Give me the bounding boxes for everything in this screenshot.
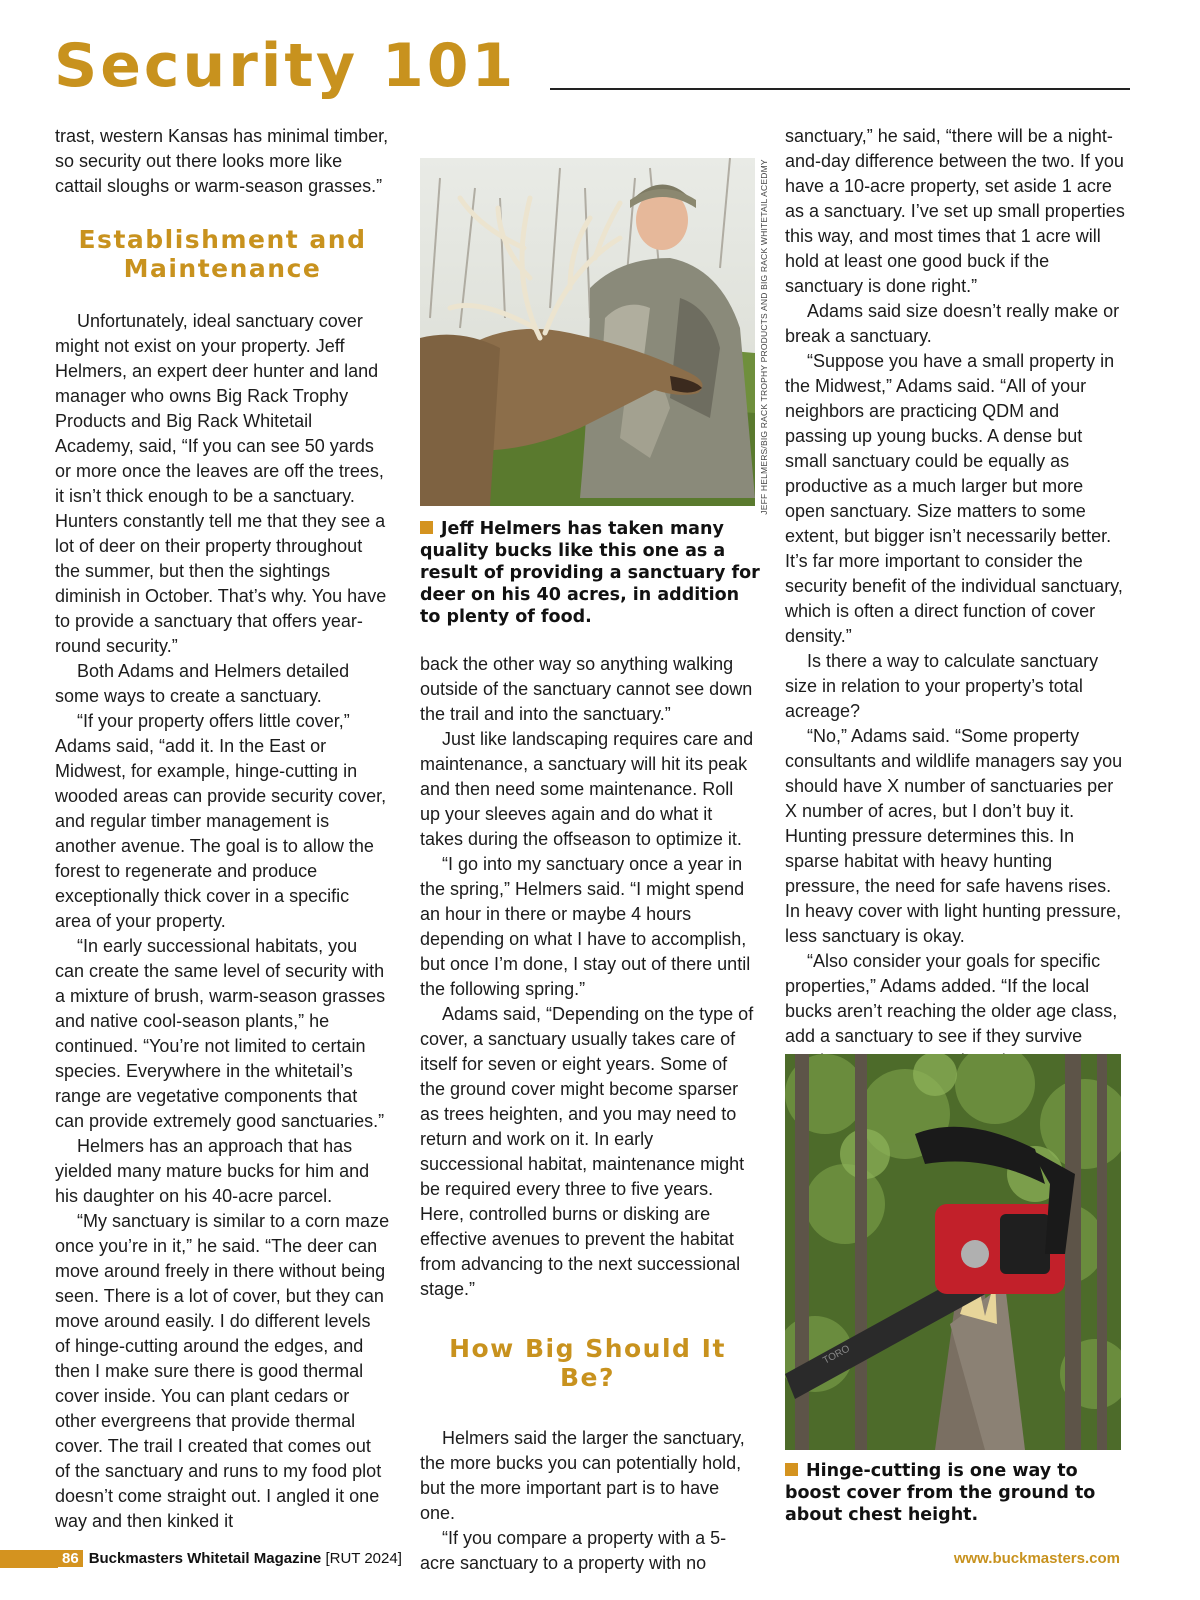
paragraph: Adams said, “Depending on the type of cover, a sanctuary usually takes care of itself for seven or eight years. Some of the ground cover might become sparser as trees heighten, and you may need to return and work on it. In early successional habitat, maintenance might be required every three to five years. Here, controlled burns or disking are effective avenues to prevent the habitat from advancing to the next successional stage.” — [420, 1004, 754, 1299]
photo-credit-text: JEFF HELMERS/BIG RACK TROPHY PRODUCTS AND BIG RACK WHITETAIL ACEDMY — [759, 159, 769, 515]
footer-accent-bar — [0, 1550, 58, 1568]
paragraph: Adams said size doesn’t really make or break a sanctuary. — [785, 301, 1120, 346]
paragraph: sanctuary,” he said, “there will be a night-and-day difference between the two. If you have a 10-acre property, set aside 1 acre as a sanctuary. I’ve set up small properties this way, and most times that 1 acre will hold at least one good buck if the sanctuary is done right.” — [785, 126, 1125, 296]
magazine-name: Buckmasters Whitetail Magazine — [88, 1550, 322, 1567]
photo-caption-hunter — [420, 518, 760, 628]
footer-publication — [58, 1549, 402, 1569]
photo-credit — [758, 159, 770, 515]
footer-url-link[interactable]: www.buckmasters.com — [953, 1550, 1120, 1567]
section-heading-establishment: Establishment and Maintenance — [78, 225, 367, 283]
chainsaw-photo — [785, 1054, 1121, 1450]
paragraph: Just like landscaping requires care and maintenance, a sanctuary will hit its peak and then need some maintenance. Roll up your sleeves again and do what it takes during the offseason to optimize it. — [420, 729, 754, 849]
chainsaw-brand-label: TORO — [821, 1343, 852, 1367]
paragraph: “If your property offers little cover,” Adams said, “add it. In the East or Midwest, for example, hinge-cutting in wooded areas can provide security cover, and regular timber management is another avenue. The goal is to allow the forest to regenerate and produce exceptionally thick cover in a specific area of your property. — [55, 711, 387, 931]
caption-text: Jeff Helmers has taken many quality bucks like this one as a result of providing a sanctuary for deer on his 40 acres, in addition to plenty of food. — [420, 519, 760, 627]
page-number: 86 — [58, 1550, 83, 1567]
paragraph: Unfortunately, ideal sanctuary cover might not exist on your property. Jeff Helmers, an expert deer hunter and land manager who owns Big Rack Trophy Products and Big Rack Whitetail Academy, said, “If you can see 50 yards or more once the leaves are off the trees, it isn’t thick enough to be a sanctuary. Hunters constantly tell me that they see a lot of deer on their property throughout the summer, but then the sightings diminish in October. That’s why. You have to provide a sanctuary that offers year-round security.” — [55, 311, 387, 656]
paragraph: trast, western Kansas has minimal timber, so security out there looks more like cattail sloughs or warm-season grasses.” — [55, 126, 389, 196]
paragraph: back the other way so anything walking outside of the sanctuary cannot see down the trail and into the sanctuary.” — [420, 654, 753, 724]
hunter-buck-photo — [420, 158, 755, 506]
paragraph: Helmers said the larger the sanctuary, the more bucks you can potentially hold, but the more important part is to have one. — [420, 1428, 745, 1523]
paragraph: “In early successional habitats, you can create the same level of security with a mixture of brush, warm-season grasses and native cool-season plants,” he continued. “You’re not limited to certain species. Everywhere in the whitetail’s range are vegetative components that can provide extremely good sanctuaries.” — [55, 936, 386, 1131]
caption-text: Hinge-cutting is one way to boost cover from the ground to about chest height. — [785, 1461, 1096, 1525]
article-column-3 — [785, 124, 1125, 1074]
page-title: Security 101 — [54, 31, 517, 101]
paragraph: Helmers has an approach that has yielded many mature bucks for him and his daughter on his 40-acre parcel. — [55, 1136, 370, 1206]
paragraph: Both Adams and Helmers detailed some ways to create a sanctuary. — [55, 661, 350, 706]
paragraph: “If you compare a property with a 5-acre sanctuary to a property with no — [420, 1528, 727, 1573]
section-heading-how-big: How Big Should It Be? — [449, 1334, 726, 1392]
paragraph: “No,” Adams said. “Some property consultants and wildlife managers say you should have X number of sanctuaries per X number of acres, but I don’t buy it. Hunting pressure determines this. In sparse habitat with heavy hunting pressure, the need for safe havens rises. In heavy cover with light hunting pressure, less sanctuary is okay. — [785, 726, 1123, 946]
photo-caption-chainsaw — [785, 1460, 1125, 1526]
caption-marker-icon — [420, 521, 433, 534]
paragraph: “Suppose you have a small property in the Midwest,” Adams said. “All of your neighbors are practicing QDM and passing up young bucks. A dense but small sanctuary could be equally as productive as a much larger but more open sanctuary. Size matters to some extent, but bigger isn’t necessarily better. It’s far more important to consider the security benefit of the individual sanctuary, which is often a direct function of cover density.” — [785, 351, 1123, 646]
caption-marker-icon — [785, 1463, 798, 1476]
header-rule — [550, 88, 1130, 90]
paragraph: “Also consider your goals for specific properties,” Adams added. “If the local bucks aren’t reaching the older age class, add a sanctuary to see if they survive — [785, 951, 1118, 1046]
article-column-1 — [55, 124, 390, 1534]
paragraph: “My sanctuary is similar to a corn maze once you’re in it,” he said. “The deer can move around freely in there without being seen. There is a lot of cover, but they can move around easily. I do different levels of hinge-cutting around the edges, and then I make sure there is good thermal cover inside. You can plant cedars or other evergreens that provide thermal cover. The trail I created that comes out of the sanctuary and runs to my food plot doesn’t come straight out. I angled it one way and then kinked it — [55, 1211, 390, 1531]
article-column-2 — [420, 652, 755, 1576]
issue-label: [RUT 2024] — [325, 1550, 402, 1567]
paragraph: “I go into my sanctuary once a year in the spring,” Helmers said. “I might spend an hour in there or maybe 4 hours depending on what I have to accomplish, but once I’m done, I stay out of there until the following spring.” — [420, 854, 751, 999]
paragraph: Is there a way to calculate sanctuary size in relation to your property’s total acreage? — [785, 651, 1099, 721]
